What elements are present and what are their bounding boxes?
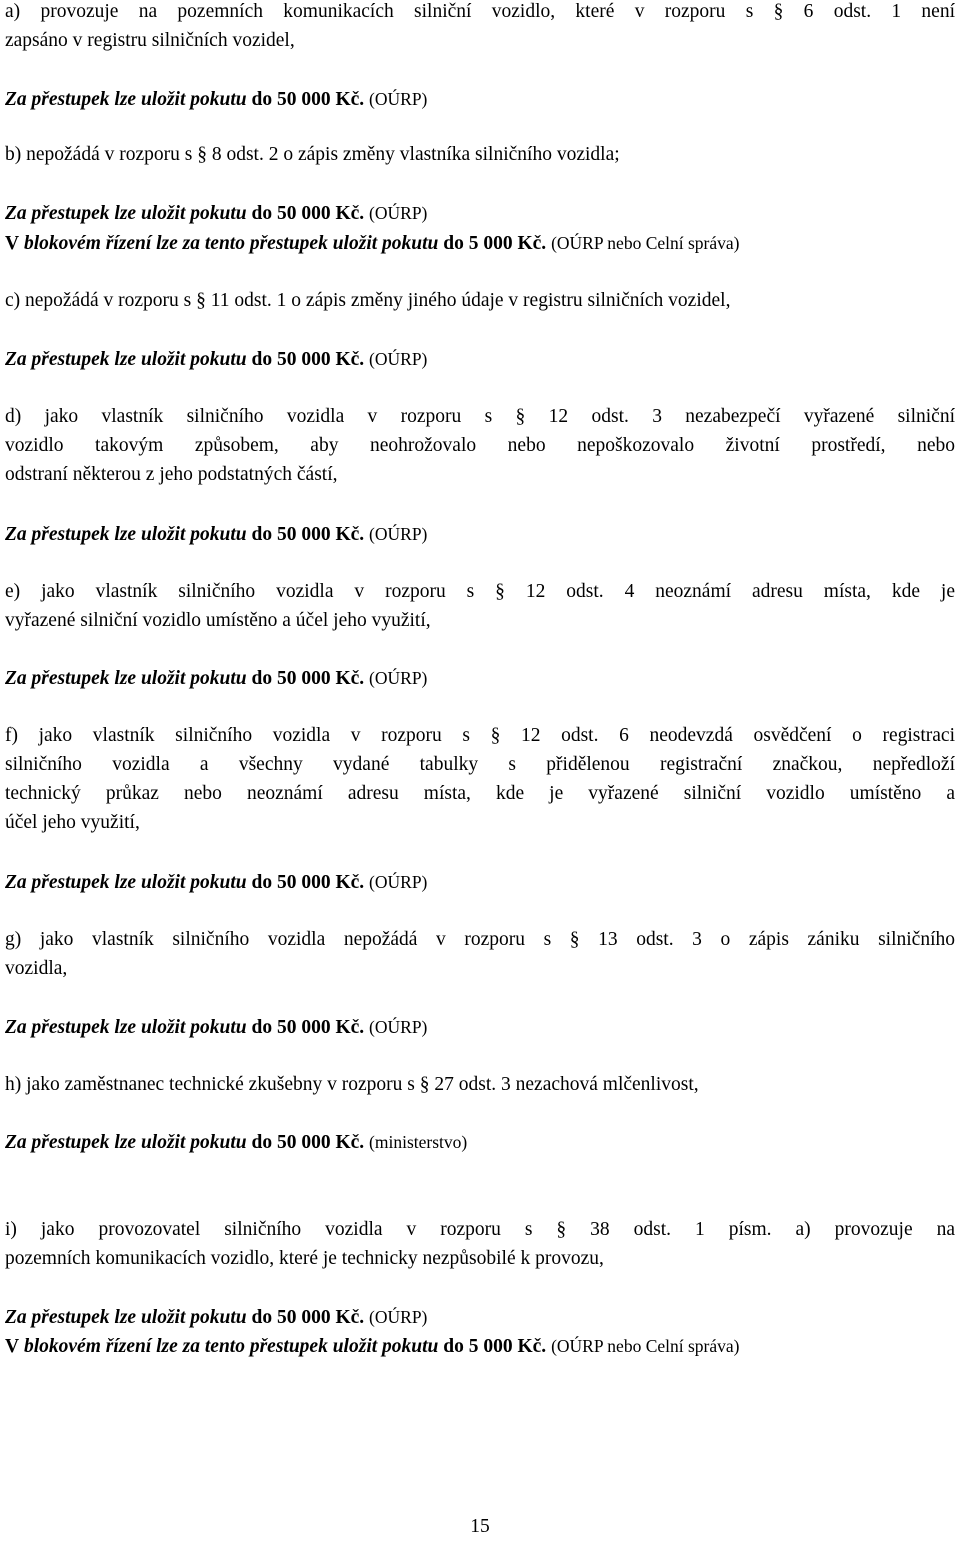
- item-i-line-1: i) jako provozovatel silničního vozidla v rozporu s § 38 odst. 1 písm. a) provozuje na: [5, 1219, 955, 1240]
- block-penalty-b: V blokovém řízení lze za tento přestupek uložit pokutu do 5 000 Kč. (OÚRP nebo Celní správa): [5, 233, 740, 254]
- penalty-f: Za přestupek lze uložit pokutu do 50 000 Kč. (OÚRP): [5, 872, 428, 893]
- penalty-b: Za přestupek lze uložit pokutu do 50 000 Kč. (OÚRP): [5, 203, 428, 224]
- item-h-line-1: h) jako zaměstnanec technické zkušebny v rozporu s § 27 odst. 3 nezachová mlčenlivost,: [5, 1074, 699, 1095]
- penalty-d: Za přestupek lze uložit pokutu do 50 000 Kč. (OÚRP): [5, 524, 428, 545]
- penalty-e: Za přestupek lze uložit pokutu do 50 000 Kč. (OÚRP): [5, 668, 428, 689]
- item-g-line-1: g) jako vlastník silničního vozidla nepožádá v rozporu s § 13 odst. 3 o zápis zániku silničního: [5, 929, 955, 950]
- item-e-line-1: e) jako vlastník silničního vozidla v rozporu s § 12 odst. 4 neoznámí adresu místa, kde je: [5, 581, 955, 602]
- item-f-line-3: technický průkaz nebo neoznámí adresu místa, kde je vyřazené silniční vozidlo umístěno a: [5, 783, 955, 804]
- penalty-h: Za přestupek lze uložit pokutu do 50 000 Kč. (ministerstvo): [5, 1132, 468, 1153]
- item-d-line-2: vozidlo takovým způsobem, aby neohrožovalo nebo nepoškozovalo životní prostředí, nebo: [5, 435, 955, 456]
- item-f-line-4: účel jeho využití,: [5, 812, 140, 833]
- item-g-line-2: vozidla,: [5, 958, 68, 979]
- item-a-line-1: a) provozuje na pozemních komunikacích silniční vozidlo, které v rozporu s § 6 odst. 1 není: [5, 1, 955, 22]
- item-i-line-2: pozemních komunikacích vozidlo, které je technicky nezpůsobilé k provozu,: [5, 1248, 604, 1269]
- penalty-g: Za přestupek lze uložit pokutu do 50 000 Kč. (OÚRP): [5, 1017, 428, 1038]
- item-c-line-1: c) nepožádá v rozporu s § 11 odst. 1 o zápis změny jiného údaje v registru silničních vozidel,: [5, 290, 731, 311]
- item-d-line-3: odstraní některou z jeho podstatných částí,: [5, 464, 338, 485]
- item-d-line-1: d) jako vlastník silničního vozidla v rozporu s § 12 odst. 3 nezabezpečí vyřazené silniční: [5, 406, 955, 427]
- item-e-line-2: vyřazené silniční vozidlo umístěno a účel jeho využití,: [5, 610, 431, 631]
- penalty-c: Za přestupek lze uložit pokutu do 50 000 Kč. (OÚRP): [5, 349, 428, 370]
- item-f-line-2: silničního vozidla a všechny vydané tabulky s přidělenou registrační značkou, nepředloží: [5, 754, 955, 775]
- penalty-i: Za přestupek lze uložit pokutu do 50 000 Kč. (OÚRP): [5, 1307, 428, 1328]
- penalty-a: Za přestupek lze uložit pokutu do 50 000 Kč. (OÚRP): [5, 89, 428, 110]
- item-f-line-1: f) jako vlastník silničního vozidla v rozporu s § 12 odst. 6 neodevzdá osvědčení o registraci: [5, 725, 955, 746]
- block-penalty-i: V blokovém řízení lze za tento přestupek uložit pokutu do 5 000 Kč. (OÚRP nebo Celní správa): [5, 1336, 740, 1357]
- page-number: 15: [470, 1516, 490, 1537]
- item-b-line-1: b) nepožádá v rozporu s § 8 odst. 2 o zápis změny vlastníka silničního vozidla;: [5, 144, 620, 165]
- item-a-line-2: zapsáno v registru silničních vozidel,: [5, 30, 295, 51]
